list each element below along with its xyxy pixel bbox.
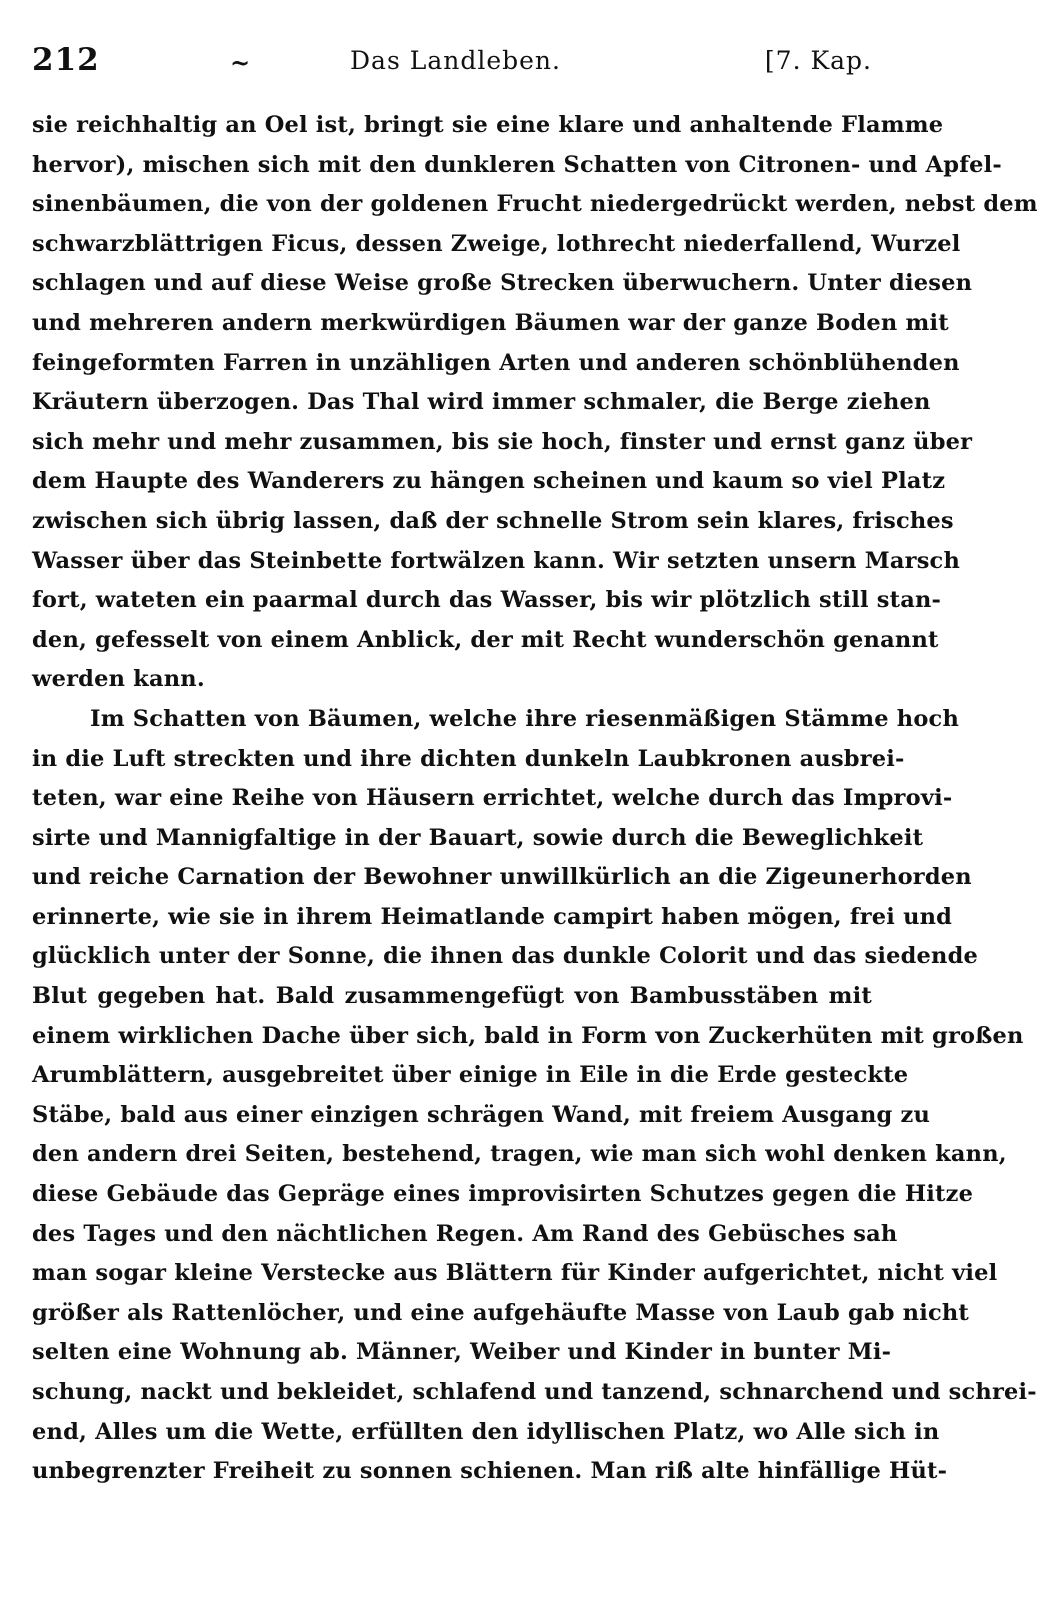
text-line: sinenbäumen, die von der goldenen Frucht niedergedrückt werden, nebst dem xyxy=(32,191,1038,218)
text-line: unbegrenzter Freiheit zu sonnen schienen. Man riß alte hinfällige Hüt- xyxy=(32,1458,948,1485)
text-line: und reiche Carnation der Bewohner unwillkürlich an die Zigeunerhorden xyxy=(32,864,972,891)
page-header xyxy=(32,42,872,92)
text-line: in die Luft streckten und ihre dichten dunkeln Laubkronen ausbrei- xyxy=(32,745,905,772)
chapter-label: [7. Kap. xyxy=(764,46,872,75)
text-line: Arumblättern, ausgebreitet über einige in Eile in die Erde gesteckte xyxy=(32,1062,909,1089)
text-line: schlagen und auf diese Weise große Strecken überwuchern. Unter diesen xyxy=(32,270,973,297)
text-line: erinnerte, wie sie in ihrem Heimatlande campirt haben mögen, frei und xyxy=(32,903,953,930)
text-line: teten, war eine Reihe von Häusern errichtet, welche durch das Improvi- xyxy=(32,785,953,812)
text-line: des Tages und den nächtlichen Regen. Am Rand des Gebüsches sah xyxy=(32,1220,898,1247)
body-text xyxy=(32,106,1038,1492)
text-line: größer als Rattenlöcher, und eine aufgehäufte Masse von Laub gab nicht xyxy=(32,1299,970,1326)
text-line: Im Schatten von Bäumen, welche ihre riesenmäßigen Stämme hoch xyxy=(90,705,960,732)
text-line: Kräutern überzogen. Das Thal wird immer schmaler, die Berge ziehen xyxy=(32,389,931,416)
page-number: 212 xyxy=(32,42,100,78)
text-line: einem wirklichen Dache über sich, bald in Form von Zuckerhüten mit großen xyxy=(32,1022,1024,1049)
text-line: sie reichhaltig an Oel ist, bringt sie eine klare und anhaltende Flamme xyxy=(32,112,944,138)
text-line: Blut gegeben hat. Bald zusammengefügt von Bambusstäben mit xyxy=(32,983,872,1010)
text-line: werden kann. xyxy=(32,666,205,693)
text-line: fort, wateten ein paarmal durch das Wasser, bis wir plötzlich still stan- xyxy=(32,587,942,614)
text-line: schung, nackt und bekleidet, schlafend und tanzend, schnarchend und schrei- xyxy=(32,1379,1037,1405)
text-line: dem Haupte des Wanderers zu hängen scheinen und kaum so viel Platz xyxy=(32,468,946,495)
text-line: zwischen sich übrig lassen, daß der schnelle Strom sein klares, frisches xyxy=(32,507,954,534)
text-line: schwarzblättrigen Ficus, dessen Zweige, lothrecht niederfallend, Wurzel xyxy=(32,230,961,257)
header-ornament: ~ xyxy=(230,48,251,77)
text-line: man sogar kleine Verstecke aus Blättern für Kinder aufgerichtet, nicht viel xyxy=(32,1260,998,1287)
text-line: den andern drei Seiten, bestehend, tragen, wie man sich wohl denken kann, xyxy=(32,1141,1007,1168)
text-line: sirte und Mannigfaltige in der Bauart, sowie durch die Beweglichkeit xyxy=(32,824,924,851)
text-line: end, Alles um die Wette, erfüllten den idyllischen Platz, wo Alle sich in xyxy=(32,1418,940,1445)
text-line: sich mehr und mehr zusammen, bis sie hoch, finster und ernst ganz über xyxy=(32,428,973,455)
text-line: den, gefesselt von einem Anblick, der mit Recht wunderschön genannt xyxy=(32,626,939,653)
text-line: diese Gebäude das Gepräge eines improvisirten Schutzes gegen die Hitze xyxy=(32,1181,974,1208)
paragraph xyxy=(32,106,1038,700)
text-line: glücklich unter der Sonne, die ihnen das dunkle Colorit und das siedende xyxy=(32,943,979,970)
paragraph xyxy=(32,700,1037,1492)
text-line: Wasser über das Steinbette fortwälzen kann. Wir setzten unsern Marsch xyxy=(32,547,961,574)
text-line: und mehreren andern merkwürdigen Bäumen war der ganze Boden mit xyxy=(32,309,949,336)
text-line: feingeformten Farren in unzähligen Arten und anderen schönblühenden xyxy=(32,349,960,376)
text-line: hervor), mischen sich mit den dunkleren Schatten von Citronen- und Apfel- xyxy=(32,151,1002,178)
text-line: selten eine Wohnung ab. Männer, Weiber und Kinder in bunter Mi- xyxy=(32,1339,892,1366)
running-title: Das Landleben. xyxy=(350,46,561,75)
text-line: Stäbe, bald aus einer einzigen schrägen Wand, mit freiem Ausgang zu xyxy=(32,1101,931,1128)
